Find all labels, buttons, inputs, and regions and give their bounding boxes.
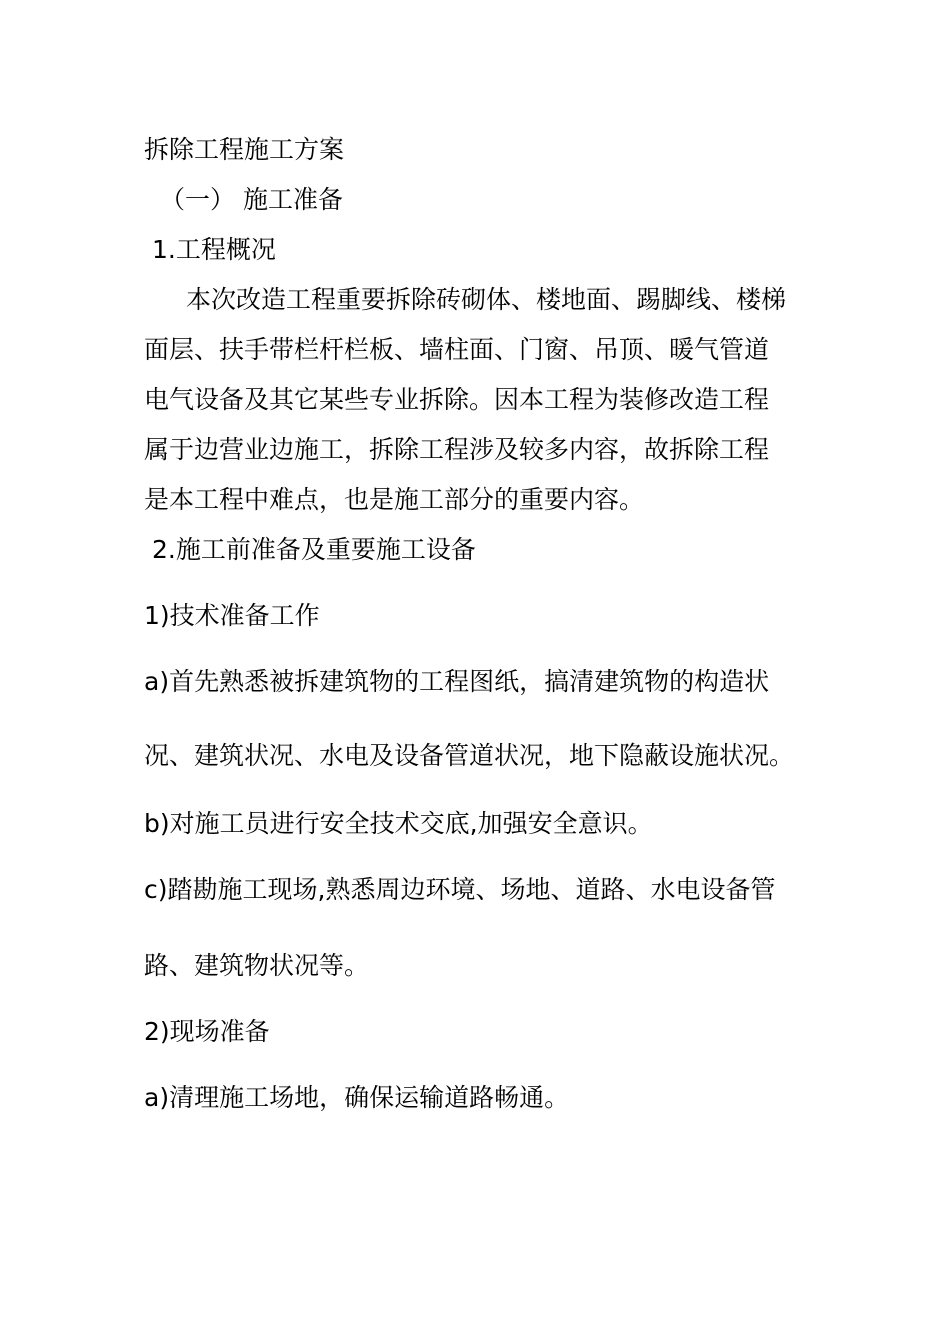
- paragraph-line: 本次改造工程重要拆除砖砌体、楼地面、踢脚线、楼梯: [186, 285, 787, 314]
- paragraph-line: 电气设备及其它某些专业拆除。因本工程为装修改造工程: [144, 385, 770, 414]
- subsection-heading-equipment: 2.施工前准备及重要施工设备: [152, 535, 476, 564]
- list-item-technical-preparation: 1)技术准备工作: [144, 601, 320, 630]
- list-item-site-preparation: 2)现场准备: [144, 1017, 270, 1046]
- paragraph-line: 属于边营业边施工，拆除工程涉及较多内容，故拆除工程: [144, 435, 770, 464]
- list-item-line: c)踏勘施工现场,熟悉周边环境、场地、道路、水电设备管: [144, 875, 776, 904]
- paragraph-line: 面层、扶手带栏杆栏板、墙柱面、门窗、吊顶、暖气管道: [144, 335, 770, 364]
- subsection-heading-overview: 1.工程概况: [152, 235, 276, 264]
- list-item-line: b)对施工员进行安全技术交底,加强安全意识。: [144, 809, 653, 838]
- section-heading-preparation: （一） 施工准备: [160, 185, 343, 214]
- paragraph-line: 是本工程中难点，也是施工部分的重要内容。: [144, 485, 645, 514]
- document-title: 拆除工程施工方案: [144, 135, 345, 164]
- list-item-line: a)清理施工场地，确保运输道路畅通。: [144, 1083, 570, 1112]
- list-item-line: 路、建筑物状况等。: [144, 951, 370, 980]
- list-item-line: a)首先熟悉被拆建筑物的工程图纸，搞清建筑物的构造状: [144, 667, 770, 696]
- list-item-line: 况、建筑状况、水电及设备管道状况，地下隐蔽设施状况。: [144, 741, 795, 770]
